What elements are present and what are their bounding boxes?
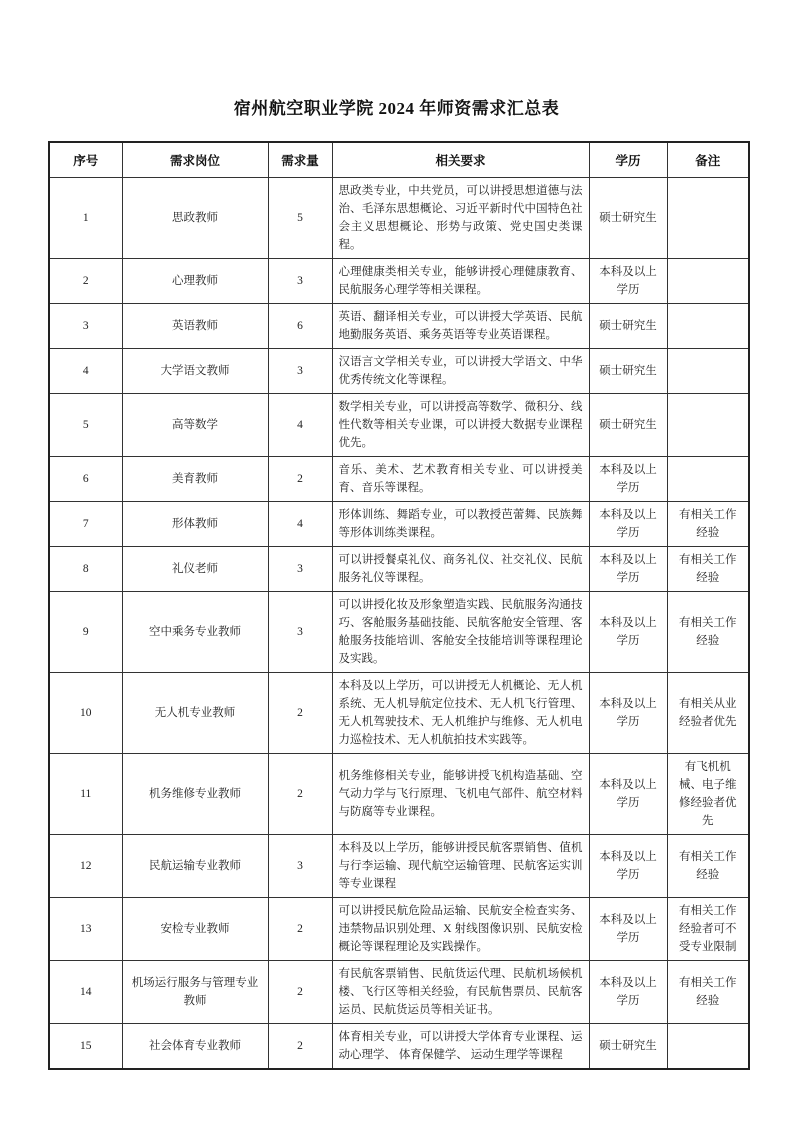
cell-no: 12 bbox=[49, 835, 122, 898]
cell-quantity: 3 bbox=[268, 835, 332, 898]
cell-no: 13 bbox=[49, 898, 122, 961]
cell-no: 6 bbox=[49, 457, 122, 502]
cell-quantity: 2 bbox=[268, 898, 332, 961]
cell-position: 心理教师 bbox=[122, 259, 268, 304]
cell-no: 2 bbox=[49, 259, 122, 304]
cell-notes: 有相关从业经验者优先 bbox=[667, 673, 749, 754]
header-row bbox=[49, 142, 749, 178]
cell-education: 硕士研究生 bbox=[589, 304, 667, 349]
cell-requirements: 思政类专业，中共党员，可以讲授思想道德与法治、毛泽东思想概论、习近平新时代中国特色社会主义思想概论、形势与政策、党史国史类课程。 bbox=[332, 178, 589, 259]
cell-education: 本科及以上学历 bbox=[589, 592, 667, 673]
cell-position: 礼仪老师 bbox=[122, 547, 268, 592]
cell-no: 11 bbox=[49, 754, 122, 835]
cell-notes bbox=[667, 259, 749, 304]
cell-no: 5 bbox=[49, 394, 122, 457]
cell-position: 安检专业教师 bbox=[122, 898, 268, 961]
cell-no: 9 bbox=[49, 592, 122, 673]
cell-requirements: 心理健康类相关专业，能够讲授心理健康教育、民航服务心理学等相关课程。 bbox=[332, 259, 589, 304]
cell-quantity: 2 bbox=[268, 457, 332, 502]
table-row bbox=[49, 349, 749, 394]
cell-education: 硕士研究生 bbox=[589, 1024, 667, 1070]
cell-notes bbox=[667, 304, 749, 349]
cell-position: 思政教师 bbox=[122, 178, 268, 259]
cell-requirements: 形体训练、舞蹈专业，可以教授芭蕾舞、民族舞等形体训练类课程。 bbox=[332, 502, 589, 547]
cell-education: 本科及以上学历 bbox=[589, 547, 667, 592]
header-notes: 备注 bbox=[667, 142, 749, 178]
cell-education: 本科及以上学历 bbox=[589, 835, 667, 898]
cell-notes: 有相关工作经验 bbox=[667, 961, 749, 1024]
cell-position: 形体教师 bbox=[122, 502, 268, 547]
cell-notes bbox=[667, 457, 749, 502]
cell-education: 本科及以上学历 bbox=[589, 457, 667, 502]
cell-position: 美育教师 bbox=[122, 457, 268, 502]
table-row bbox=[49, 259, 749, 304]
cell-education: 本科及以上学历 bbox=[589, 259, 667, 304]
cell-position: 无人机专业教师 bbox=[122, 673, 268, 754]
cell-requirements: 体育相关专业，可以讲授大学体育专业课程、运动心理学、 体育保健学、 运动生理学等课程 bbox=[332, 1024, 589, 1070]
cell-education: 硕士研究生 bbox=[589, 394, 667, 457]
cell-quantity: 2 bbox=[268, 673, 332, 754]
cell-education: 本科及以上学历 bbox=[589, 502, 667, 547]
cell-position: 机务维修专业教师 bbox=[122, 754, 268, 835]
table-body bbox=[49, 178, 749, 1070]
table-row bbox=[49, 898, 749, 961]
cell-position: 大学语文教师 bbox=[122, 349, 268, 394]
table-row bbox=[49, 547, 749, 592]
cell-notes: 有相关工作经验 bbox=[667, 502, 749, 547]
cell-no: 15 bbox=[49, 1024, 122, 1070]
cell-quantity: 2 bbox=[268, 1024, 332, 1070]
cell-notes bbox=[667, 349, 749, 394]
cell-education: 本科及以上学历 bbox=[589, 898, 667, 961]
cell-no: 8 bbox=[49, 547, 122, 592]
cell-position: 社会体育专业教师 bbox=[122, 1024, 268, 1070]
cell-quantity: 3 bbox=[268, 349, 332, 394]
cell-position: 高等数学 bbox=[122, 394, 268, 457]
cell-quantity: 6 bbox=[268, 304, 332, 349]
cell-requirements: 汉语言文学相关专业，可以讲授大学语文、中华优秀传统文化等课程。 bbox=[332, 349, 589, 394]
teacher-demand-table bbox=[48, 141, 750, 1070]
table-row bbox=[49, 502, 749, 547]
cell-requirements: 本科及以上学历，可以讲授无人机概论、无人机系统、无人机导航定位技术、无人机飞行管理、无人机驾驶技术、无人机维护与维修、无人机电力巡检技术、无人机航拍技术实践等。 bbox=[332, 673, 589, 754]
cell-requirements: 可以讲授餐桌礼仪、商务礼仪、社交礼仪、民航服务礼仪等课程。 bbox=[332, 547, 589, 592]
cell-position: 民航运输专业教师 bbox=[122, 835, 268, 898]
cell-requirements: 英语、翻译相关专业，可以讲授大学英语、民航地勤服务英语、乘务英语等专业英语课程。 bbox=[332, 304, 589, 349]
table-row bbox=[49, 835, 749, 898]
cell-requirements: 可以讲授民航危险品运输、民航安全检查实务、违禁物品识别处理、X 射线图像识别、民航安检概论等课程理论及实践操作。 bbox=[332, 898, 589, 961]
cell-no: 3 bbox=[49, 304, 122, 349]
table-header bbox=[49, 142, 749, 178]
table-row bbox=[49, 592, 749, 673]
cell-requirements: 数学相关专业，可以讲授高等数学、微积分、线性代数等相关专业课，可以讲授大数据专业课程优先。 bbox=[332, 394, 589, 457]
cell-education: 本科及以上学历 bbox=[589, 673, 667, 754]
cell-notes: 有相关工作经验 bbox=[667, 547, 749, 592]
table-row bbox=[49, 673, 749, 754]
cell-quantity: 4 bbox=[268, 502, 332, 547]
cell-notes: 有飞机机械、电子维修经验者优先 bbox=[667, 754, 749, 835]
cell-requirements: 本科及以上学历，能够讲授民航客票销售、值机与行李运输、现代航空运输管理、民航客运实训等专业课程 bbox=[332, 835, 589, 898]
cell-no: 1 bbox=[49, 178, 122, 259]
cell-notes bbox=[667, 1024, 749, 1070]
cell-notes bbox=[667, 394, 749, 457]
cell-notes: 有相关工作经验 bbox=[667, 592, 749, 673]
header-position: 需求岗位 bbox=[122, 142, 268, 178]
cell-position: 空中乘务专业教师 bbox=[122, 592, 268, 673]
cell-no: 7 bbox=[49, 502, 122, 547]
cell-education: 本科及以上学历 bbox=[589, 754, 667, 835]
cell-notes: 有相关工作经验者可不受专业限制 bbox=[667, 898, 749, 961]
cell-requirements: 可以讲授化妆及形象塑造实践、民航服务沟通技巧、客舱服务基础技能、民航客舱安全管理、客舱服务技能培训、客舱安全技能培训等课程理论及实践。 bbox=[332, 592, 589, 673]
cell-no: 10 bbox=[49, 673, 122, 754]
table-row bbox=[49, 457, 749, 502]
cell-quantity: 3 bbox=[268, 259, 332, 304]
table-row bbox=[49, 1024, 749, 1070]
header-education: 学历 bbox=[589, 142, 667, 178]
cell-requirements: 音乐、美术、艺术教育相关专业、可以讲授美育、音乐等课程。 bbox=[332, 457, 589, 502]
header-no: 序号 bbox=[49, 142, 122, 178]
header-requirements: 相关要求 bbox=[332, 142, 589, 178]
cell-requirements: 有民航客票销售、民航货运代理、民航机场候机楼、飞行区等相关经验，有民航售票员、民航客运员、民航货运员等相关证书。 bbox=[332, 961, 589, 1024]
cell-quantity: 5 bbox=[268, 178, 332, 259]
cell-quantity: 2 bbox=[268, 961, 332, 1024]
table-row bbox=[49, 394, 749, 457]
cell-position: 英语教师 bbox=[122, 304, 268, 349]
cell-education: 硕士研究生 bbox=[589, 349, 667, 394]
page-title: 宿州航空职业学院 2024 年师资需求汇总表 bbox=[233, 99, 560, 118]
header-quantity: 需求量 bbox=[268, 142, 332, 178]
table-row bbox=[49, 178, 749, 259]
cell-notes bbox=[667, 178, 749, 259]
cell-quantity: 3 bbox=[268, 547, 332, 592]
table-row bbox=[49, 754, 749, 835]
cell-position: 机场运行服务与管理专业教师 bbox=[122, 961, 268, 1024]
cell-no: 4 bbox=[49, 349, 122, 394]
cell-quantity: 3 bbox=[268, 592, 332, 673]
table-row bbox=[49, 961, 749, 1024]
cell-notes: 有相关工作经验 bbox=[667, 835, 749, 898]
cell-requirements: 机务维修相关专业，能够讲授飞机构造基础、空气动力学与飞行原理、飞机电气部件、航空材料与防腐等专业课程。 bbox=[332, 754, 589, 835]
table-row bbox=[49, 304, 749, 349]
cell-quantity: 4 bbox=[268, 394, 332, 457]
cell-education: 本科及以上学历 bbox=[589, 961, 667, 1024]
cell-no: 14 bbox=[49, 961, 122, 1024]
cell-education: 硕士研究生 bbox=[589, 178, 667, 259]
cell-quantity: 2 bbox=[268, 754, 332, 835]
